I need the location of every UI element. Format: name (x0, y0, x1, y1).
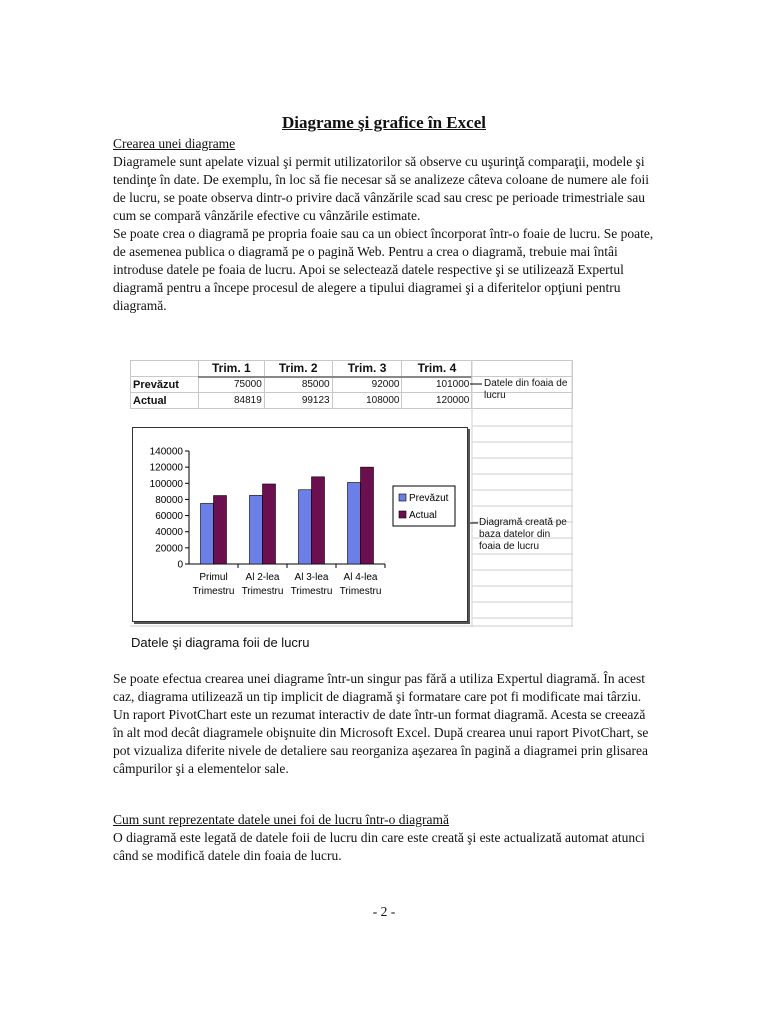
figure-caption: Datele şi diagrama foii de lucru (131, 635, 310, 650)
section-heading-representation: Cum sunt reprezentate datele unei foi de lucru într-o diagramă (113, 812, 449, 827)
x-tick-label: Al 4-lea Trimestru (339, 572, 382, 597)
bar-chart (133, 428, 467, 621)
paragraph: Se poate efectua crearea unei diagrame într-un singur pas fără a utiliza Expertul diagramă. În acest caz, diagrama utilizează un tip implicit de diagramă şi formatare care pot fi modificate mai târziu. (113, 671, 645, 704)
y-tick-label: 140000 (149, 446, 183, 458)
data-cell: 101000 (402, 377, 472, 393)
bar (348, 482, 361, 564)
y-tick-label: 20000 (155, 543, 183, 555)
y-tick-label: 100000 (149, 478, 183, 490)
column-header: Trim. 2 (264, 361, 332, 377)
section-body-pivotchart (113, 670, 658, 778)
paragraph: Se poate crea o diagramă pe propria foaie sau ca un obiect încorporat într-o foaie de lucru. Se poate, de asemenea publica o diagramă pe o pagină Web. Pentru a crea o diagramă, trebuie mai întâi introduse datele pe foaia de lucru. Apoi se selectează datele respective şi se utilizează Expertul diagramă pentru a începe procesul de alegere a tipului diagramei şi a diferitelor opţiuni pentru diagramă. (113, 226, 654, 313)
page-number: - 2 - (372, 904, 396, 919)
bar (263, 484, 276, 564)
data-cell: 99123 (264, 393, 332, 409)
section-body-representation (113, 829, 658, 865)
bar (299, 490, 312, 564)
paragraph: O diagramă este legată de datele foii de lucru din care este creată şi este actualizată automat atunci când se modifică datele din foaia de lucru. (113, 830, 645, 863)
legend-label: Actual (409, 510, 437, 521)
paragraph: Un raport PivotChart este un rezumat interactiv de date într-un format diagramă. Acesta se creează în alt mod decât diagramele obişnuite din Microsoft Excel. După crearea unui raport PivotChart, se pot vizualiza diferite nivele de detaliere sau reorganiza aşezarea în pagină a diagramei prin glisarea câmpurilor şi a elementelor sale. (113, 707, 649, 776)
row-label: Prevăzut (131, 377, 199, 393)
legend-swatch (399, 511, 406, 518)
row-label: Actual (131, 393, 199, 409)
y-tick-label: 60000 (155, 511, 183, 523)
bar (250, 495, 263, 564)
column-header: Trim. 3 (332, 361, 402, 377)
y-tick-label: 80000 (155, 494, 183, 506)
note-data: Datele din foaia de lucru (484, 378, 568, 401)
bar (201, 503, 214, 564)
data-cell: 92000 (332, 377, 402, 393)
chart-object (132, 427, 468, 622)
section-body-create-chart (113, 153, 658, 315)
section-heading-create-chart: Crearea unei diagrame (113, 136, 236, 151)
legend-label: Prevăzut (409, 493, 449, 504)
data-cell: 108000 (332, 393, 402, 409)
data-cell: 75000 (198, 377, 264, 393)
x-tick-label: Al 3-lea Trimestru (290, 572, 333, 597)
bar (361, 467, 374, 564)
y-tick-label: 120000 (149, 462, 183, 474)
y-tick-label: 0 (177, 559, 183, 571)
legend-swatch (399, 494, 406, 501)
x-tick-label: Al 2-lea Trimestru (241, 572, 284, 597)
x-tick-label: Primul Trimestru (192, 572, 235, 597)
y-tick-label: 40000 (155, 527, 183, 539)
column-header: Trim. 1 (198, 361, 264, 377)
data-cell: 85000 (264, 377, 332, 393)
paragraph: Diagramele sunt apelate vizual şi permit utilizatorilor să observe cu uşurinţă comparaţii, modele şi tendinţe în date. De exemplu, în loc să fie necesar să se analizeze câteva coloane de numere ale foii de lucru, se poate observa dintr-o privire dacă vânzările scad sau cresc pe perioade trimestriale sau cum se compară vânzările efective cu vânzările estimate. (113, 154, 649, 223)
document-title: Diagrame şi grafice în Excel (282, 113, 486, 132)
bar (214, 496, 227, 564)
note-chart: Diagramă creată pe baza datelor din foaia de lucru (479, 517, 567, 552)
data-cell: 120000 (402, 393, 472, 409)
data-cell: 84819 (198, 393, 264, 409)
column-header: Trim. 4 (402, 361, 472, 377)
bar (312, 477, 325, 564)
